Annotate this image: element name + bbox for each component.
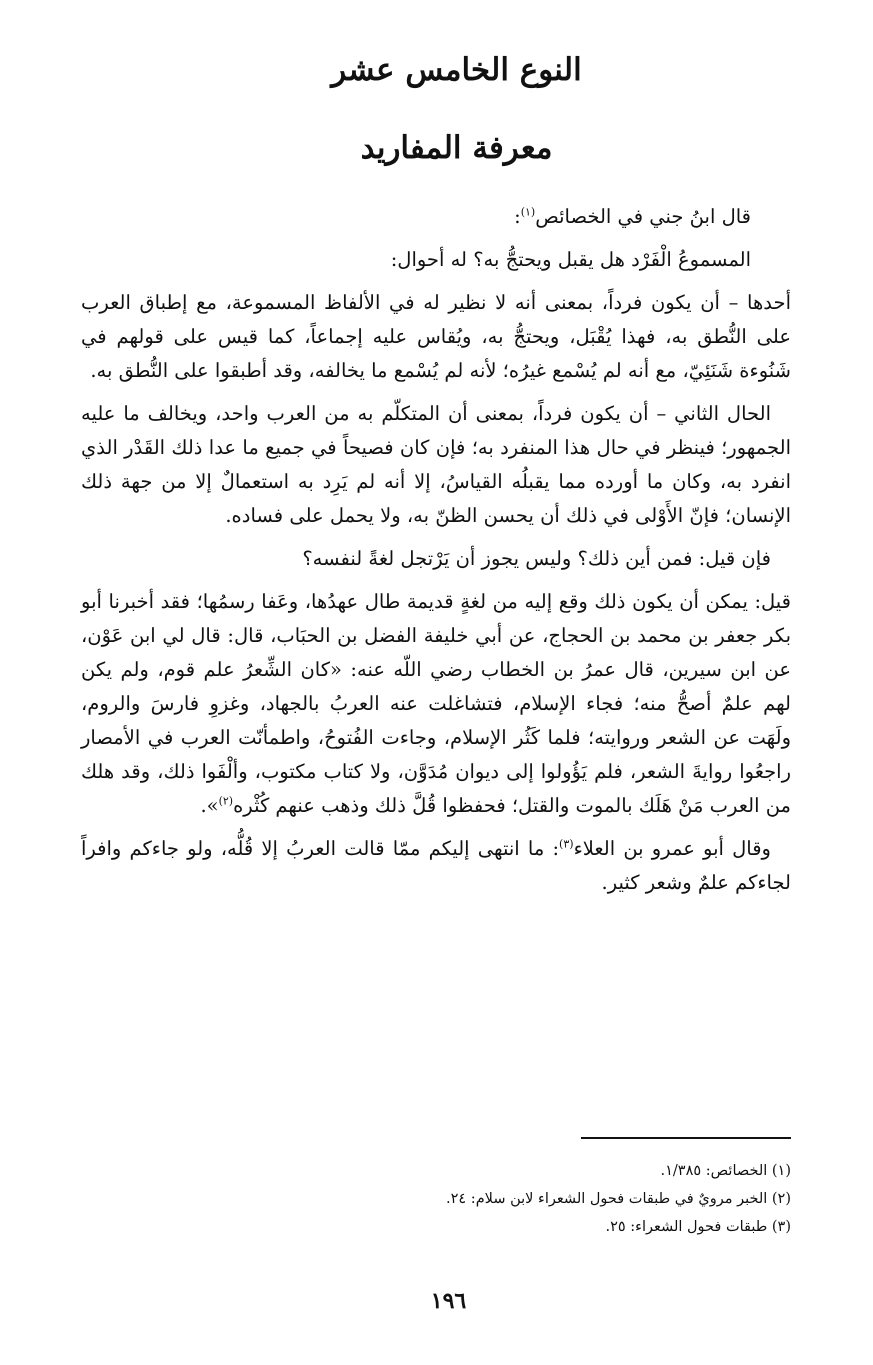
paragraph-7-end: : ما انتهى إليكم ممّا قالت العربُ إلا قُلُّه، ولو جاءكم وافراً لجاءكم علمٌ وشعر كثير. — [81, 837, 791, 894]
footnote-1: (١) الخصائص: ١/٣٨٥. — [660, 1163, 791, 1179]
footnotes-list — [81, 1157, 791, 1241]
paragraph-7-text: وقال أبو عمرو بن العلاء — [573, 837, 771, 860]
page-number: ١٩٦ — [430, 1288, 467, 1314]
footnote-3: (٣) طبقات فحول الشعراء: ٢٥. — [605, 1219, 791, 1235]
paragraph-2: المسموعُ الْفَرْد هل يقبل ويحتجُّ به؟ له أحوال: — [390, 248, 751, 271]
footnote-ref-1: (١) — [520, 205, 536, 219]
paragraph-7 — [81, 832, 791, 900]
paragraph-1-text: قال ابنُ جني في الخصائص — [535, 205, 751, 228]
paragraph-6-end: ». — [200, 794, 219, 817]
chapter-number-heading: النوع الخامس عشر — [331, 52, 582, 88]
footnote-2: (٢) الخبر مرويٌ في طبقات فحول الشعراء لابن سلام: ٢٤. — [446, 1191, 791, 1207]
footnote-divider — [581, 1137, 791, 1139]
paragraph-4: الحال الثاني – أن يكون فرداً، بمعنى أن المتكلّم به من العرب واحد، ويخالف ما عليه الجمهور؛ فينظر في حال هذا المنفرد به؛ فإن كان فصيحاً في جميع ما عدا ذلك القَدْر الذي انفرد به، وكان ما أورده مما يقبلُه القياسُ، إلا أنه لم يَرِد به استعمالٌ إلا من جهة ذلك الإنسان؛ فإنّ الأَوْلى في ذلك أن يحسن الظنّ به، ولا يحمل على فساده. — [81, 402, 791, 527]
paragraph-6-text: قيل: يمكن أن يكون ذلك وقع إليه من لغةٍ قديمة طال عهدُها، وعَفا رسمُها؛ فقد أخبرنا أبو بكر جعفر بن محمد بن الحجاج، عن أبي خليفة الفضل بن الحبَاب، قال: قال لي ابن عَوْن، عن ابن سيرين، قال عمرُ بن الخطاب رضي اللّه عنه: «كان الشِّعرُ علم قوم، ولم يكن لهم علمٌ أصحُّ منه؛ فجاء الإسلام، فتشاغلت عنه العربُ بالجهاد، وغزوِ فارسَ والروم، ولَهَت عن الشعر وروايته؛ فلما كَثُر الإسلام، وجاءت الفُتوحُ، واطمأنّت العرب في الأمصار راجعُوا روايةَ الشعر، فلم يَؤُولوا إلى ديوان مُدَوَّن، ولا كتاب مكتوب، وألْفَوا ذلك، وقد هلك من العرب مَنْ هَلَك بالموت والقتل؛ فحفظوا قُلَّ ذلك وذهب عنهم كُثْره — [81, 590, 791, 817]
paragraph-6 — [81, 585, 791, 823]
main-text — [81, 200, 791, 909]
paragraph-1 — [81, 200, 791, 234]
chapter-title-heading: معرفة المفاريد — [360, 130, 553, 166]
footnote-ref-2: (٢) — [218, 794, 234, 808]
paragraph-5: فإن قيل: فمن أين ذلك؟ وليس يجوز أن يَرْتجل لغةً لنفسه؟ — [302, 547, 771, 570]
paragraph-3: أحدها – أن يكون فرداً، بمعنى أنه لا نظير له في الألفاظ المسموعة، مع إطباق العرب على النُّطق به، فهذا يُقْبَل، ويحتجُّ به، ويُقاس عليه إجماعاً، كما قيس على قولهم في شَنُوءة شَنَئِيّ، مع أنه لم يُسْمع غيرُه؛ لأنه لم يُسْمع ما يخالفه، وقد أطبقوا على النُّطق به. — [81, 291, 791, 382]
footnote-ref-3: (٣) — [559, 837, 574, 851]
paragraph-1-end: : — [514, 205, 521, 228]
